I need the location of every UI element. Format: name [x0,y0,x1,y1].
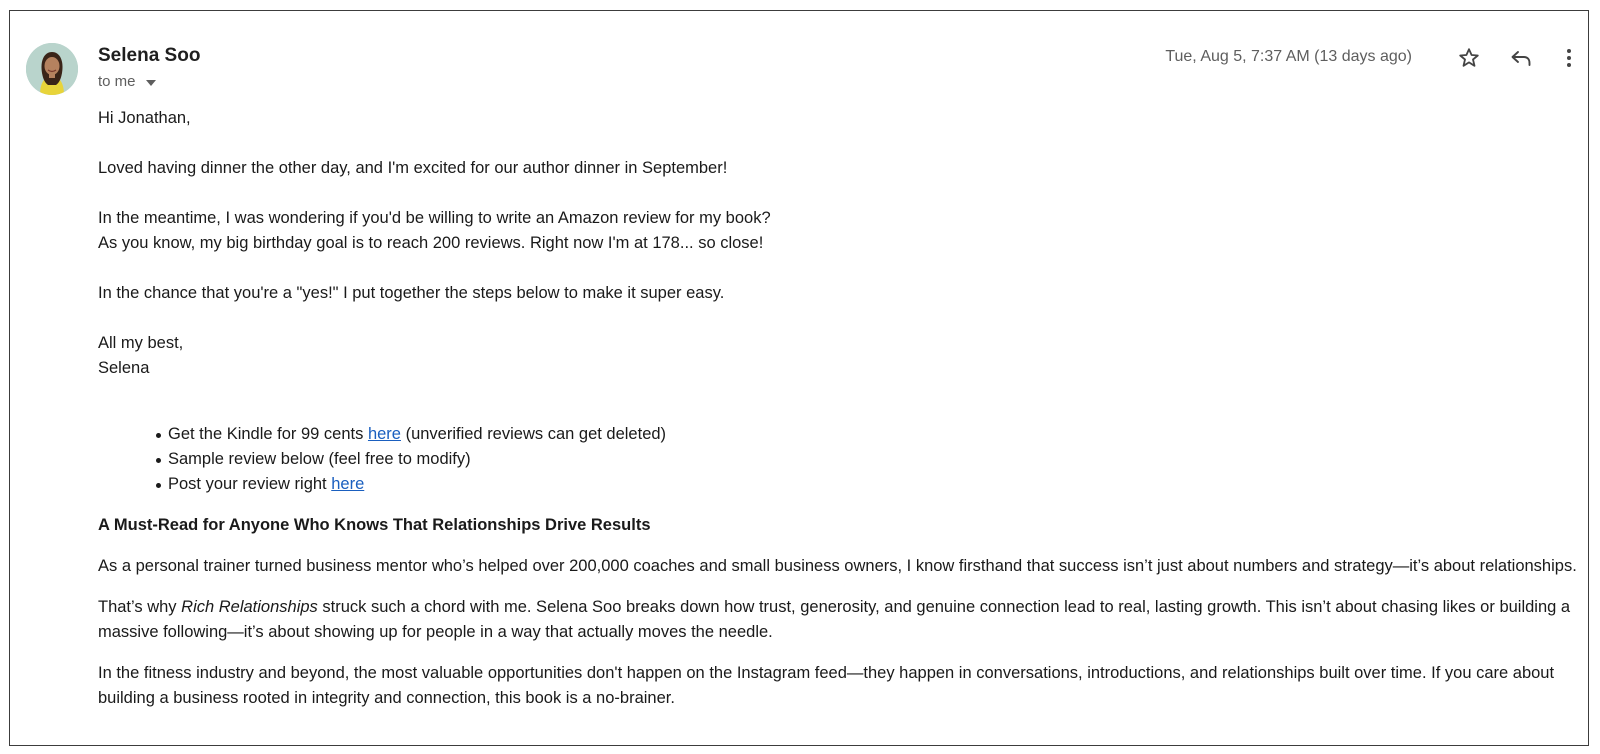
reply-icon [1509,46,1533,70]
body-line: In the meantime, I was wondering if you'd be willing to write an Amazon review for my book? [98,209,771,227]
list-item: Get the Kindle for 99 cents here (unverified reviews can get deleted) [168,422,1588,447]
review-paragraph: That’s why Rich Relationships struck such a chord with me. Selena Soo breaks down how trust, generosity, and genuine connection lead to real, lasting growth. This isn’t about chasing likes or building a massive following—it’s about showing up for people in a way that actually moves the needle. [98,598,1571,641]
steps-list [98,422,1588,497]
greeting: Hi Jonathan, [98,109,191,127]
star-button[interactable] [1454,43,1484,73]
more-options-button[interactable] [1554,43,1584,73]
review-link[interactable]: here [331,475,365,493]
list-item: Post your review right here [168,472,1588,497]
body-line: In the chance that you're a "yes!" I put together the steps below to make it super easy. [98,284,725,302]
body-line: Loved having dinner the other day, and I'm excited for our author dinner in September! [98,159,728,177]
review-paragraph: In the fitness industry and beyond, the most valuable opportunities don't happen on the Instagram feed—they happen in conversations, introductions, and relationships built over time. If you care about building a business rooted in integrity and connection, this book is a no-brainer. [98,664,1555,707]
review-paragraph: As a personal trainer turned business mentor who’s helped over 200,000 coaches and small business owners, I know firsthand that success isn’t just about numbers and strategy—it’s about relationships. [98,557,1577,575]
reply-button[interactable] [1506,43,1536,73]
list-item: Sample review below (feel free to modify) [168,447,1588,472]
avatar[interactable] [26,43,78,95]
message-body [98,106,1588,711]
kindle-link[interactable]: here [367,425,401,443]
body-line: As you know, my big birthday goal is to reach 200 reviews. Right now I'm at 178... so close! [98,234,764,252]
signoff: All my best, [98,334,184,352]
email-message [9,10,1589,746]
review-title: A Must-Read for Anyone Who Knows That Relationships Drive Results [98,516,651,534]
signature: Selena [98,359,150,377]
recipient-label: to me [98,73,136,90]
more-vert-icon [1557,46,1581,70]
message-date: Tue, Aug 5, 7:37 AM (13 days ago) [1165,48,1412,65]
avatar-image [26,43,78,95]
sender-name[interactable]: Selena Soo [98,45,201,66]
caret-down-icon[interactable] [146,80,156,86]
recipient-toggle[interactable] [98,73,156,90]
book-title: Rich Relationships [181,598,318,616]
star-icon [1457,46,1481,70]
